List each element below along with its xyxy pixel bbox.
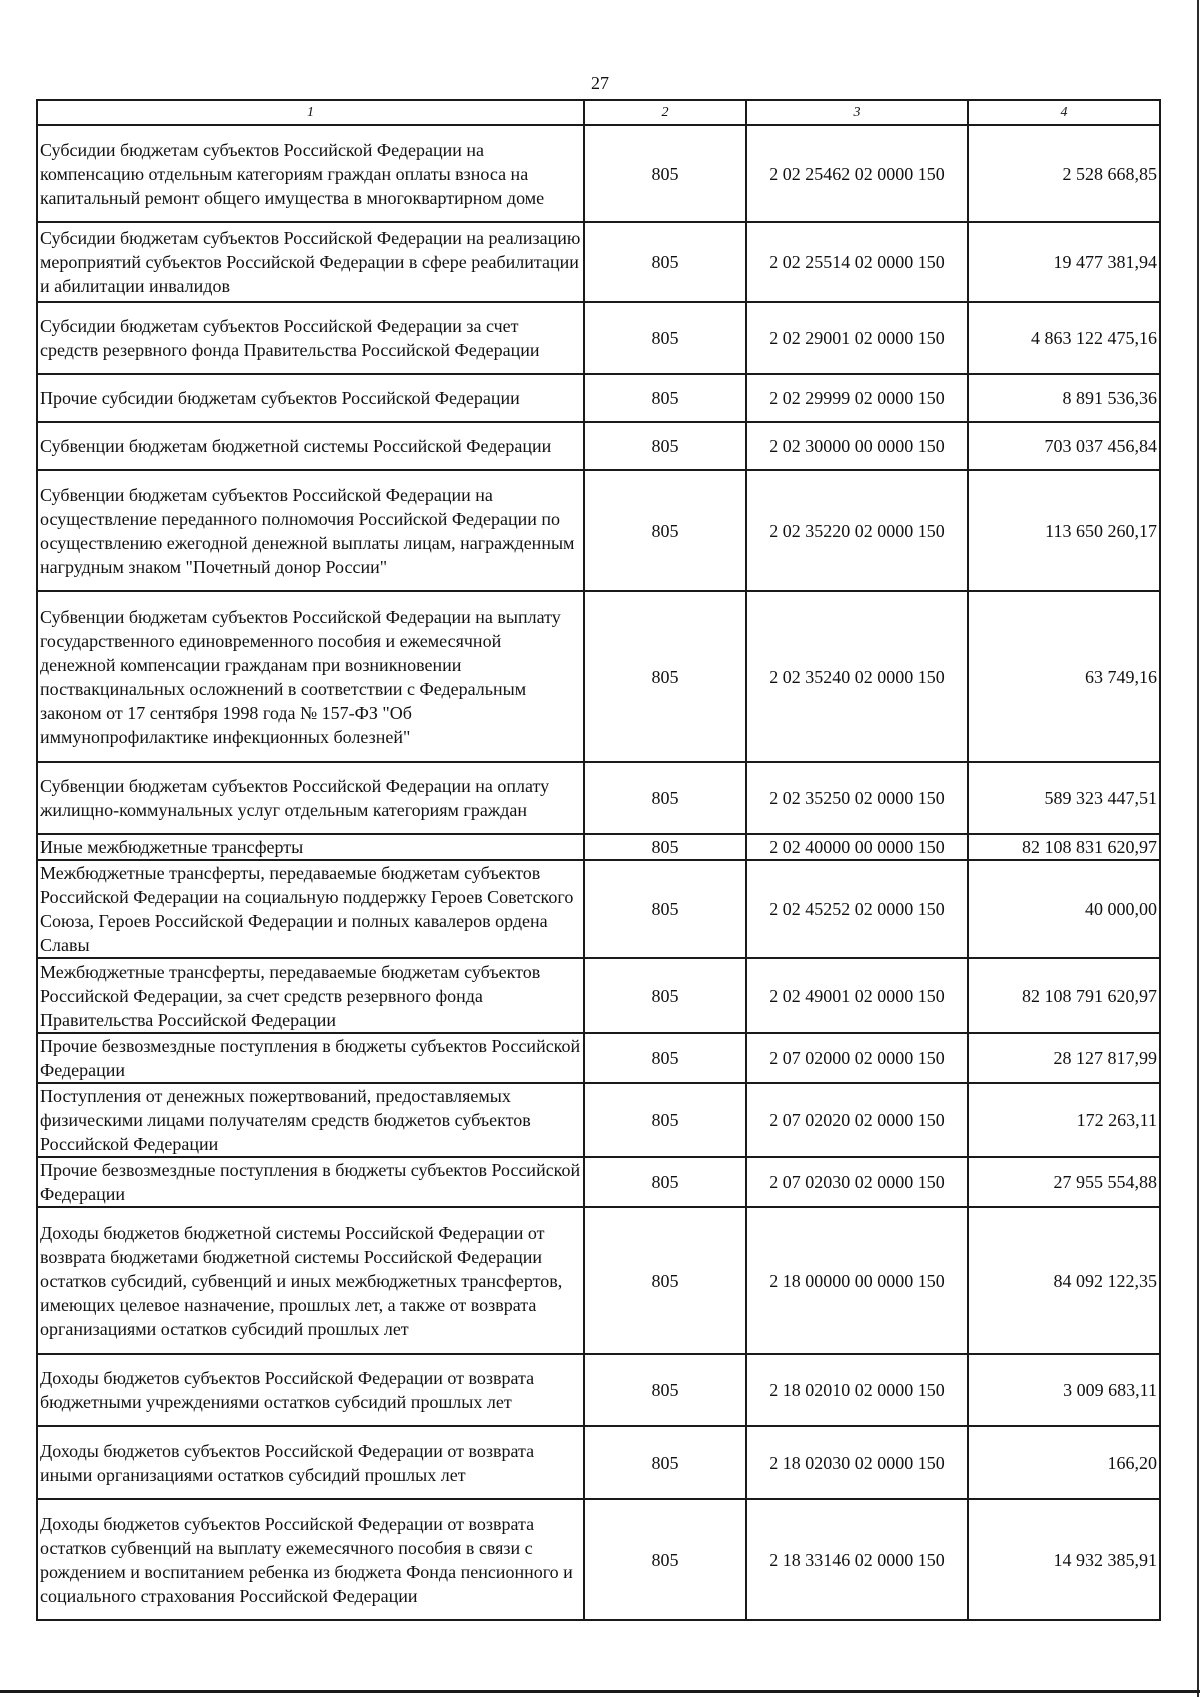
row-admin-code: 805 xyxy=(584,470,746,591)
row-description: Иные межбюджетные трансферты xyxy=(37,834,584,860)
row-admin-code: 805 xyxy=(584,1083,746,1157)
scan-right-edge xyxy=(1197,0,1199,1697)
table-body xyxy=(37,125,1160,1620)
table-row xyxy=(37,302,1160,374)
row-budget-classification-code: 2 02 40000 00 0000 150 xyxy=(746,834,968,860)
table-row xyxy=(37,1426,1160,1499)
budget-revenue-table xyxy=(36,99,1161,1621)
table-row xyxy=(37,1499,1160,1620)
row-amount: 8 891 536,36 xyxy=(968,374,1160,422)
row-description: Прочие безвозмездные поступления в бюджеты субъектов Российской Федерации xyxy=(37,1033,584,1083)
row-description: Субсидии бюджетам субъектов Российской Федерации на компенсацию отдельным категориям граждан оплаты взноса на капитальный ремонт общего имущества в многоквартирном доме xyxy=(37,125,584,222)
row-admin-code: 805 xyxy=(584,1033,746,1083)
row-amount: 14 932 385,91 xyxy=(968,1499,1160,1620)
row-description: Доходы бюджетов субъектов Российской Федерации от возврата иными организациями остатков субсидий прошлых лет xyxy=(37,1426,584,1499)
row-budget-classification-code: 2 18 00000 00 0000 150 xyxy=(746,1207,968,1354)
row-admin-code: 805 xyxy=(584,958,746,1033)
row-admin-code: 805 xyxy=(584,1426,746,1499)
row-description: Субвенции бюджетам субъектов Российской Федерации на оплату жилищно-коммунальных услуг отдельным категориям граждан xyxy=(37,762,584,834)
row-budget-classification-code: 2 02 49001 02 0000 150 xyxy=(746,958,968,1033)
column-header-4: 4 xyxy=(968,100,1160,125)
table-row xyxy=(37,374,1160,422)
row-budget-classification-code: 2 07 02030 02 0000 150 xyxy=(746,1157,968,1207)
row-amount: 2 528 668,85 xyxy=(968,125,1160,222)
column-header-2: 2 xyxy=(584,100,746,125)
row-description: Субсидии бюджетам субъектов Российской Федерации на реализацию мероприятий субъектов Российской Федерации в сфере реабилитации и абилитации инвалидов xyxy=(37,222,584,302)
table-row xyxy=(37,591,1160,762)
row-budget-classification-code: 2 02 25514 02 0000 150 xyxy=(746,222,968,302)
row-amount: 19 477 381,94 xyxy=(968,222,1160,302)
row-description: Межбюджетные трансферты, передаваемые бюджетам субъектов Российской Федерации, за счет средств резервного фонда Правительства Российской Федерации xyxy=(37,958,584,1033)
row-description: Субвенции бюджетам бюджетной системы Российской Федерации xyxy=(37,422,584,470)
row-amount: 27 955 554,88 xyxy=(968,1157,1160,1207)
table-row xyxy=(37,470,1160,591)
row-amount: 172 263,11 xyxy=(968,1083,1160,1157)
row-description: Межбюджетные трансферты, передаваемые бюджетам субъектов Российской Федерации на социальную поддержку Героев Советского Союза, Героев Российской Федерации и полных кавалеров ордена Славы xyxy=(37,860,584,958)
row-budget-classification-code: 2 02 35250 02 0000 150 xyxy=(746,762,968,834)
row-description: Доходы бюджетов бюджетной системы Российской Федерации от возврата бюджетами бюджетной системы Российской Федерации остатков субсидий, субвенций и иных межбюджетных трансфертов, имеющих целевое назначение, прошлых лет, а также от возврата организациями остатков субсидий прошлых лет xyxy=(37,1207,584,1354)
row-amount: 82 108 831 620,97 xyxy=(968,834,1160,860)
row-budget-classification-code: 2 02 45252 02 0000 150 xyxy=(746,860,968,958)
table-row xyxy=(37,1083,1160,1157)
table-row xyxy=(37,1354,1160,1426)
row-budget-classification-code: 2 18 33146 02 0000 150 xyxy=(746,1499,968,1620)
row-budget-classification-code: 2 02 25462 02 0000 150 xyxy=(746,125,968,222)
row-admin-code: 805 xyxy=(584,1157,746,1207)
row-admin-code: 805 xyxy=(584,1499,746,1620)
table-row xyxy=(37,222,1160,302)
row-budget-classification-code: 2 07 02000 02 0000 150 xyxy=(746,1033,968,1083)
row-description: Субсидии бюджетам субъектов Российской Федерации за счет средств резервного фонда Правительства Российской Федерации xyxy=(37,302,584,374)
row-description: Субвенции бюджетам субъектов Российской Федерации на осуществление переданного полномочия Российской Федерации по осуществлению ежегодной денежной выплаты лицам, награжденным нагрудным знаком "Почетный донор России" xyxy=(37,470,584,591)
row-amount: 3 009 683,11 xyxy=(968,1354,1160,1426)
row-admin-code: 805 xyxy=(584,834,746,860)
row-budget-classification-code: 2 02 35220 02 0000 150 xyxy=(746,470,968,591)
row-amount: 84 092 122,35 xyxy=(968,1207,1160,1354)
row-admin-code: 805 xyxy=(584,125,746,222)
column-header-3: 3 xyxy=(746,100,968,125)
row-description: Прочие субсидии бюджетам субъектов Российской Федерации xyxy=(37,374,584,422)
table-row xyxy=(37,834,1160,860)
row-budget-classification-code: 2 02 29999 02 0000 150 xyxy=(746,374,968,422)
row-admin-code: 805 xyxy=(584,591,746,762)
table-row xyxy=(37,1207,1160,1354)
table-row xyxy=(37,125,1160,222)
row-admin-code: 805 xyxy=(584,1207,746,1354)
column-number-header-row xyxy=(37,100,1160,125)
row-description: Доходы бюджетов субъектов Российской Федерации от возврата остатков субвенций на выплату ежемесячного пособия в связи с рождением и воспитанием ребенка из бюджета Фонда пенсионного и социального страхования Российской Федерации xyxy=(37,1499,584,1620)
row-budget-classification-code: 2 18 02030 02 0000 150 xyxy=(746,1426,968,1499)
row-amount: 589 323 447,51 xyxy=(968,762,1160,834)
row-description: Доходы бюджетов субъектов Российской Федерации от возврата бюджетными учреждениями остатков субсидий прошлых лет xyxy=(37,1354,584,1426)
row-description: Поступления от денежных пожертвований, предоставляемых физическими лицами получателям средств бюджетов субъектов Российской Федерации xyxy=(37,1083,584,1157)
table-row xyxy=(37,1033,1160,1083)
row-amount: 82 108 791 620,97 xyxy=(968,958,1160,1033)
row-admin-code: 805 xyxy=(584,422,746,470)
row-amount: 28 127 817,99 xyxy=(968,1033,1160,1083)
table-row xyxy=(37,860,1160,958)
page-number: 27 xyxy=(591,73,609,93)
row-admin-code: 805 xyxy=(584,860,746,958)
column-header-1: 1 xyxy=(37,100,584,125)
row-amount: 4 863 122 475,16 xyxy=(968,302,1160,374)
table-row xyxy=(37,1157,1160,1207)
row-admin-code: 805 xyxy=(584,302,746,374)
row-admin-code: 805 xyxy=(584,374,746,422)
row-budget-classification-code: 2 02 29001 02 0000 150 xyxy=(746,302,968,374)
table-row xyxy=(37,958,1160,1033)
row-admin-code: 805 xyxy=(584,222,746,302)
row-budget-classification-code: 2 07 02020 02 0000 150 xyxy=(746,1083,968,1157)
row-amount: 63 749,16 xyxy=(968,591,1160,762)
row-amount: 166,20 xyxy=(968,1426,1160,1499)
row-budget-classification-code: 2 02 35240 02 0000 150 xyxy=(746,591,968,762)
row-amount: 703 037 456,84 xyxy=(968,422,1160,470)
row-budget-classification-code: 2 02 30000 00 0000 150 xyxy=(746,422,968,470)
row-amount: 40 000,00 xyxy=(968,860,1160,958)
row-amount: 113 650 260,17 xyxy=(968,470,1160,591)
table-row xyxy=(37,762,1160,834)
scan-bottom-edge xyxy=(0,1690,1200,1693)
row-admin-code: 805 xyxy=(584,1354,746,1426)
row-budget-classification-code: 2 18 02010 02 0000 150 xyxy=(746,1354,968,1426)
row-admin-code: 805 xyxy=(584,762,746,834)
row-description: Прочие безвозмездные поступления в бюджеты субъектов Российской Федерации xyxy=(37,1157,584,1207)
table-row xyxy=(37,422,1160,470)
row-description: Субвенции бюджетам субъектов Российской Федерации на выплату государственного единовременного пособия и ежемесячной денежной компенсации гражданам при возникновении поствакцинальных осложнений в соответствии с Федеральным законом от 17 сентября 1998 года № 157-ФЗ "Об иммунопрофилактике инфекционных болезней" xyxy=(37,591,584,762)
